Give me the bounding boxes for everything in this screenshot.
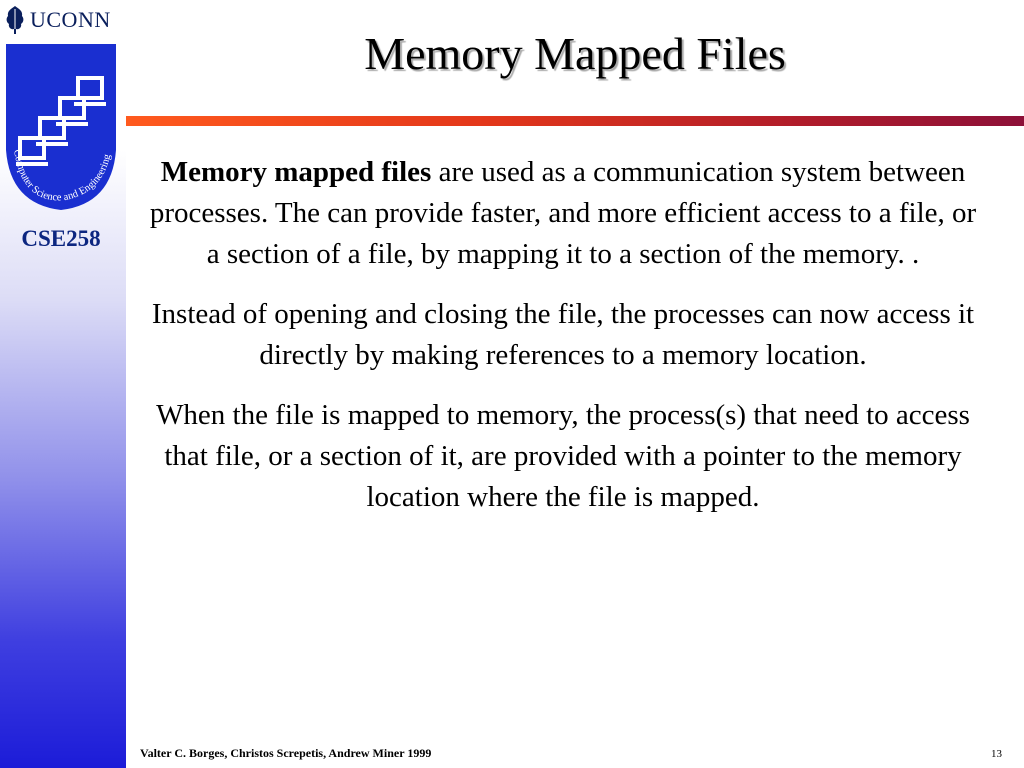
- oak-leaf-icon: [4, 5, 26, 35]
- course-code: CSE258: [21, 226, 101, 251]
- slide-number: 13: [991, 748, 1002, 760]
- paragraph-2-text: Instead of opening and closing the file, the processes can now access it directly by making references to a memory location.: [151, 298, 975, 371]
- paragraph-1-text: are used as a communication system between processes. The can provide faster, and more efficient access to a file, or a section of a file, by mapping it to a section of the memory. .: [149, 156, 977, 270]
- paragraph-2: [140, 294, 986, 376]
- slide-title: Memory Mapped Files: [364, 28, 786, 79]
- university-name: UCONN: [30, 7, 111, 32]
- slide-body: [140, 152, 986, 537]
- paragraph-3-text: When the file is mapped to memory, the process(s) that need to access that file, or a section of it, are provided with a pointer to the memory location where the file is mapped.: [156, 399, 970, 513]
- uconn-logo: [4, 4, 111, 36]
- paragraph-1: [140, 152, 986, 275]
- term-highlight: Memory mapped files: [160, 156, 432, 188]
- title-underline-bar: [126, 116, 1024, 126]
- sidebar: [0, 0, 126, 768]
- footer-authors: Valter C. Borges, Christos Screpetis, Andrew Miner 1999: [140, 746, 432, 760]
- paragraph-3: [140, 395, 986, 518]
- cse-department-seal: [0, 40, 122, 212]
- seal-caption: Computer Science and Engineering: [11, 148, 114, 204]
